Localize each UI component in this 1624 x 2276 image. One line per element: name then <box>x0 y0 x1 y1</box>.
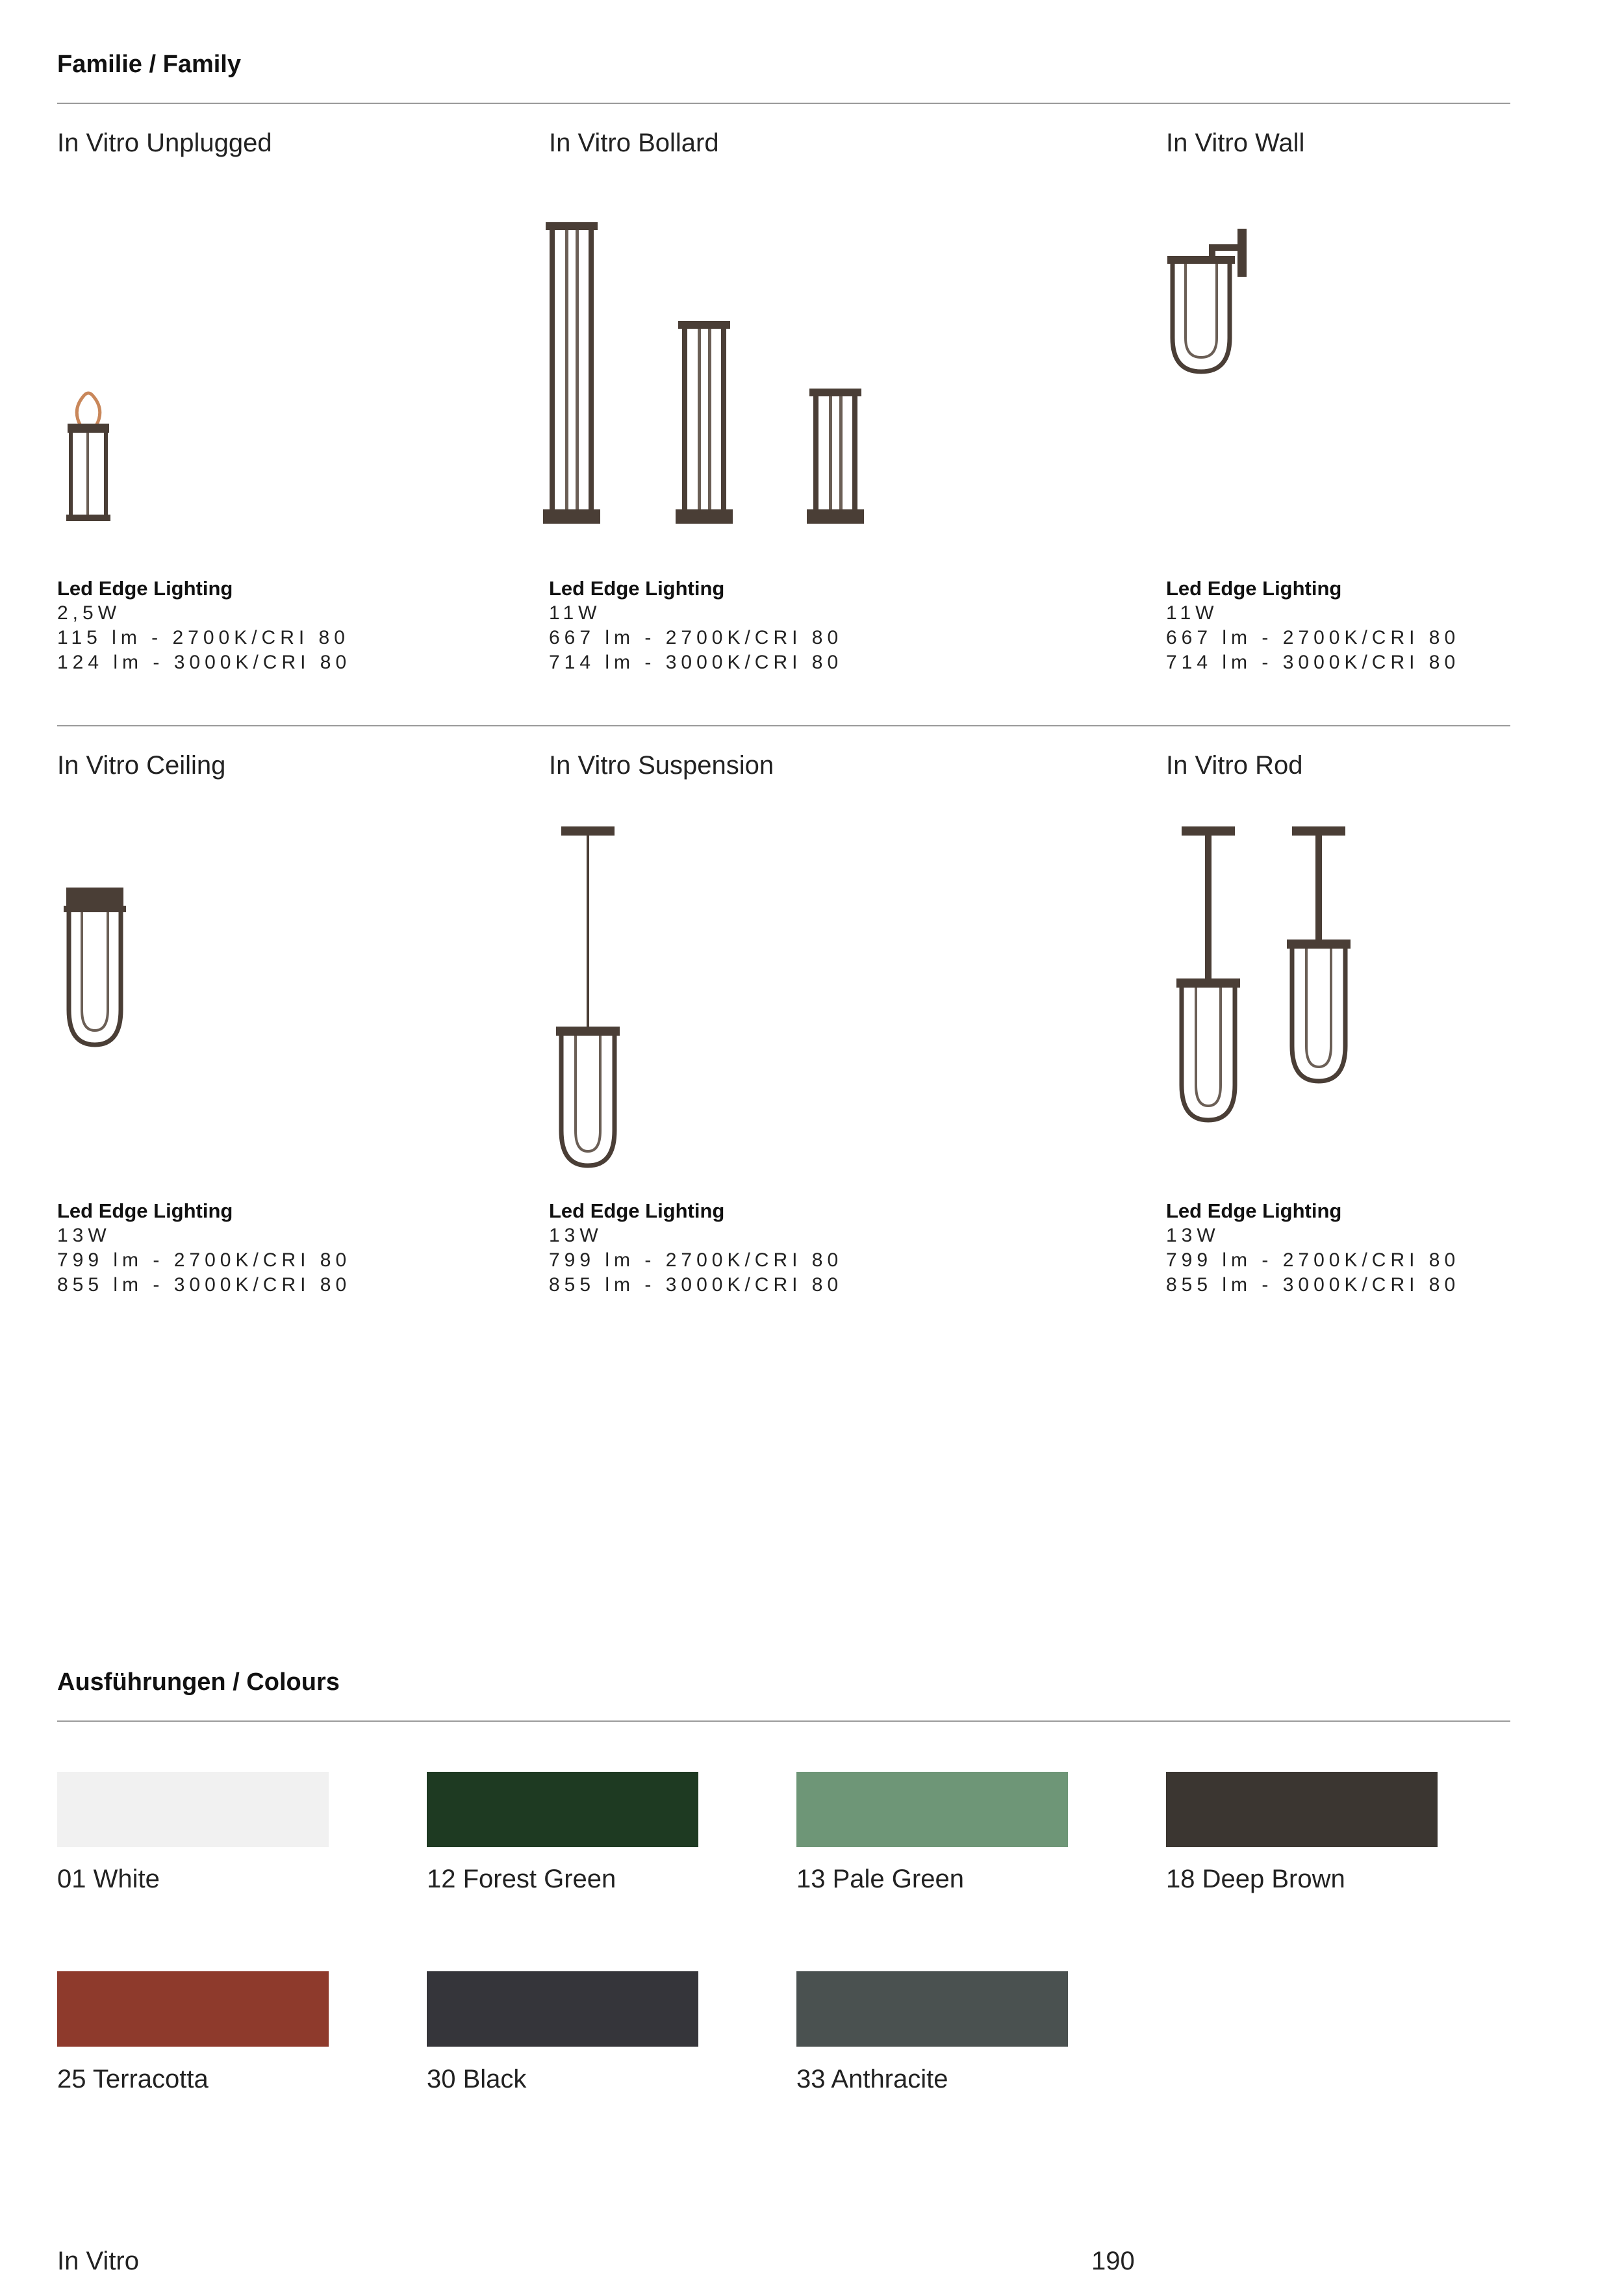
spec-ceiling <box>57 1199 512 1298</box>
product-name: In Vitro Ceiling <box>57 751 226 780</box>
bollard-lamps-image <box>543 221 868 526</box>
spec-rod <box>1166 1199 1621 1298</box>
unplugged-lamp-image <box>62 390 114 526</box>
swatch-label: 30 Black <box>427 2065 527 2093</box>
spec-unplugged <box>57 576 512 675</box>
swatch-terracotta <box>57 1971 329 2047</box>
colours-heading: Ausführungen / Colours <box>57 1669 340 1696</box>
spec-power: 13W <box>1166 1225 1220 1246</box>
family-top-divider <box>57 103 1510 104</box>
spec-title: Led Edge Lighting <box>57 1199 233 1222</box>
swatch-label: 25 Terracotta <box>57 2065 209 2093</box>
product-suspension <box>549 751 774 780</box>
swatch-deep-brown <box>1166 1772 1438 1847</box>
spec-title: Led Edge Lighting <box>549 577 725 600</box>
product-name: In Vitro Wall <box>1166 129 1305 157</box>
spec-lumen-2700: 799 lm - 2700K/CRI 80 <box>57 1249 351 1271</box>
product-name: In Vitro Unplugged <box>57 129 272 157</box>
spec-suspension <box>549 1199 1004 1298</box>
spec-lumen-2700: 799 lm - 2700K/CRI 80 <box>1166 1249 1460 1271</box>
swatch-label: 33 Anthracite <box>796 2065 948 2093</box>
spec-power: 13W <box>549 1225 603 1246</box>
spec-lumen-3000: 714 lm - 3000K/CRI 80 <box>549 652 843 673</box>
spec-bollard <box>549 576 1004 675</box>
spec-power: 11W <box>1166 602 1219 624</box>
product-name: In Vitro Bollard <box>549 129 719 157</box>
spec-title: Led Edge Lighting <box>549 1199 725 1222</box>
swatch-label: 12 Forest Green <box>427 1865 616 1893</box>
suspension-lamp-image <box>552 825 624 1170</box>
spec-lumen-2700: 667 lm - 2700K/CRI 80 <box>1166 627 1460 648</box>
spec-lumen-2700: 799 lm - 2700K/CRI 80 <box>549 1249 843 1271</box>
swatch-black <box>427 1971 698 2047</box>
spec-lumen-3000: 855 lm - 3000K/CRI 80 <box>57 1274 351 1296</box>
swatch-white <box>57 1772 329 1847</box>
ceiling-lamp-image <box>62 886 127 1049</box>
wall-lamp-image <box>1166 227 1257 377</box>
spec-wall <box>1166 576 1621 675</box>
swatch-forest-green <box>427 1772 698 1847</box>
rod-lamps-image <box>1173 825 1354 1124</box>
colours-divider <box>57 1720 1510 1722</box>
spec-lumen-3000: 124 lm - 3000K/CRI 80 <box>57 652 351 673</box>
swatch-label: 18 Deep Brown <box>1166 1865 1345 1893</box>
page-number: 190 <box>1091 2247 1135 2275</box>
spec-title: Led Edge Lighting <box>57 577 233 600</box>
spec-title: Led Edge Lighting <box>1166 1199 1342 1222</box>
product-name: In Vitro Rod <box>1166 751 1303 780</box>
spec-lumen-2700: 667 lm - 2700K/CRI 80 <box>549 627 843 648</box>
product-unplugged <box>57 129 272 158</box>
product-wall <box>1166 129 1304 158</box>
swatch-pale-green <box>796 1772 1068 1847</box>
footer-collection-name: In Vitro <box>57 2247 139 2275</box>
swatch-label: 01 White <box>57 1865 160 1893</box>
product-ceiling <box>57 751 225 780</box>
swatch-anthracite <box>796 1971 1068 2047</box>
spec-power: 13W <box>57 1225 111 1246</box>
spec-lumen-2700: 115 lm - 2700K/CRI 80 <box>57 627 349 648</box>
spec-power: 11W <box>549 602 602 624</box>
product-name: In Vitro Suspension <box>549 751 774 780</box>
product-rod <box>1166 751 1303 780</box>
spec-lumen-3000: 855 lm - 3000K/CRI 80 <box>1166 1274 1460 1296</box>
product-bollard <box>549 129 719 158</box>
swatch-label: 13 Pale Green <box>796 1865 964 1893</box>
family-middle-divider <box>57 725 1510 726</box>
family-heading: Familie / Family <box>57 51 241 78</box>
spec-lumen-3000: 855 lm - 3000K/CRI 80 <box>549 1274 843 1296</box>
spec-title: Led Edge Lighting <box>1166 577 1342 600</box>
spec-lumen-3000: 714 lm - 3000K/CRI 80 <box>1166 652 1460 673</box>
spec-power: 2,5W <box>57 602 121 624</box>
